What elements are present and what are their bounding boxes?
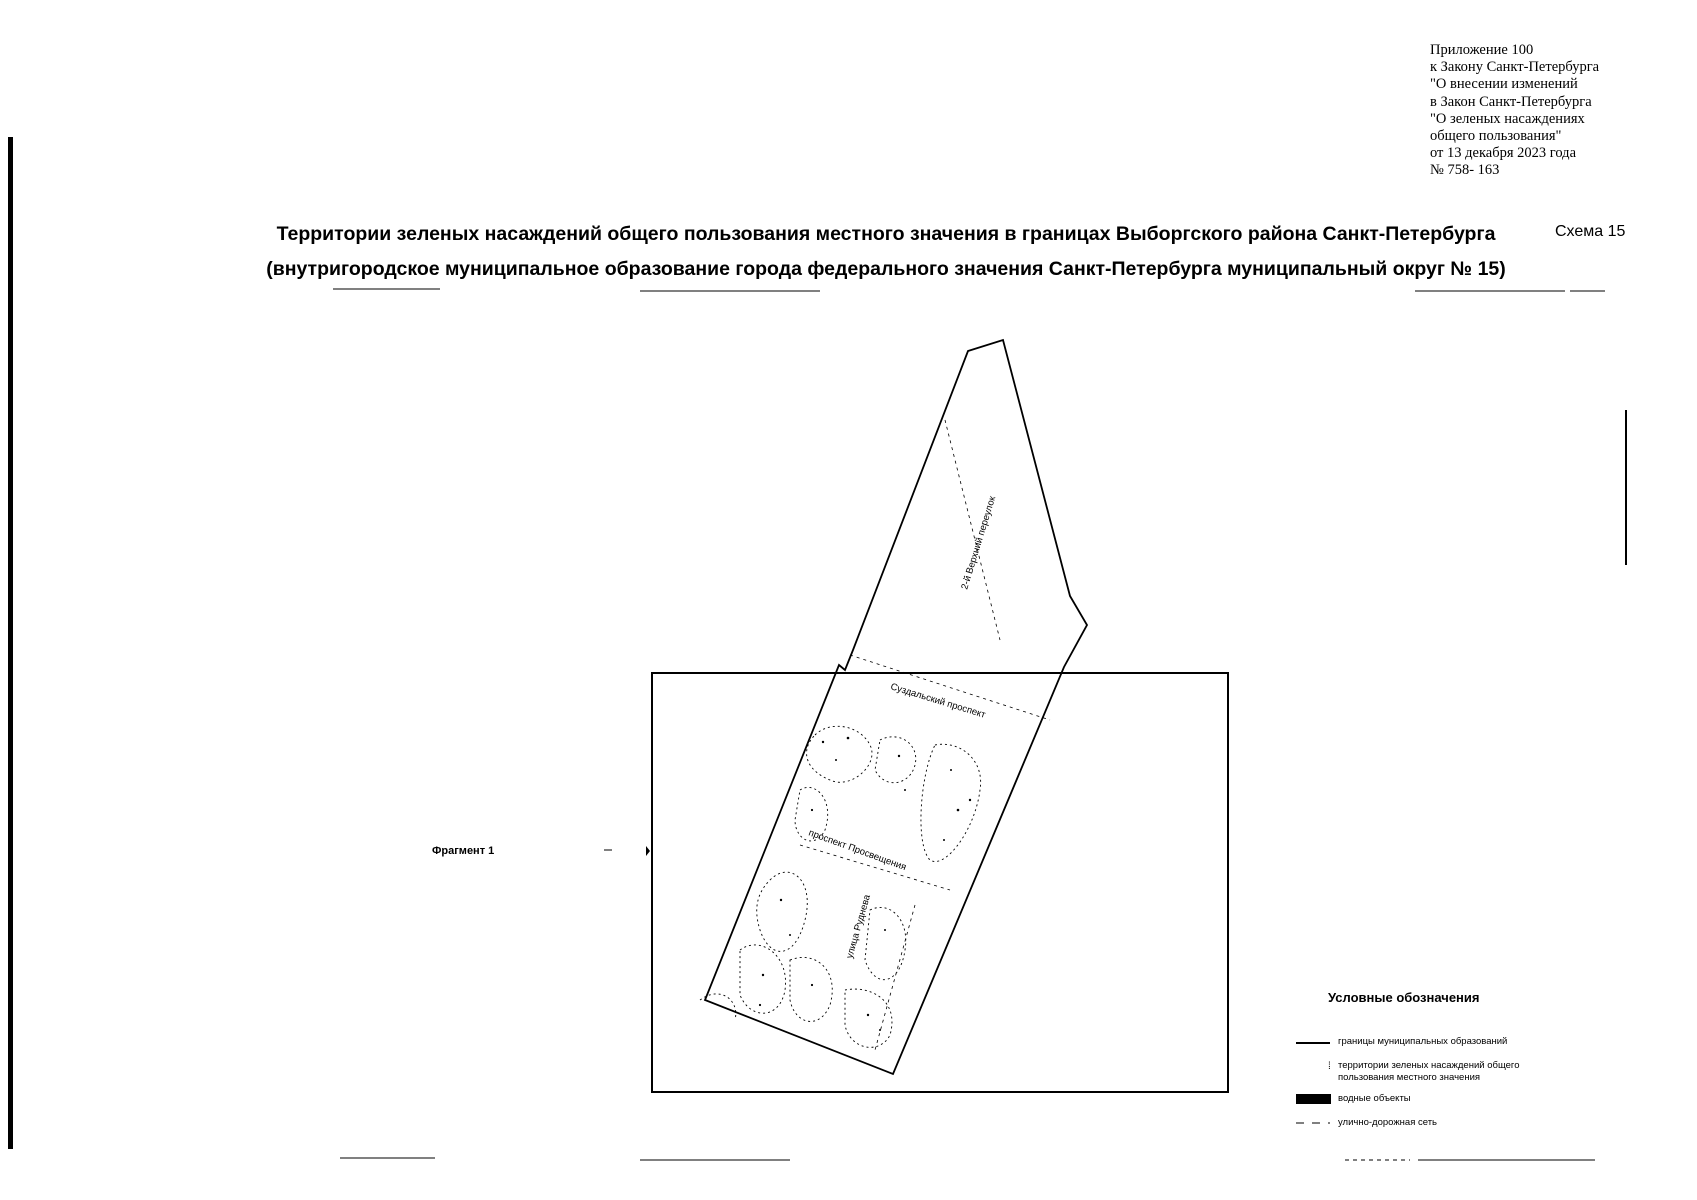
stamp-line: "О зеленых насаждениях [1430,110,1585,127]
municipal-boundary [705,340,1087,1074]
legend-symbol-green: ⁞ [1328,1061,1331,1072]
fragment-label: Фрагмент 1 [432,845,495,857]
legend-label-water [1338,1093,1411,1105]
legend-label-line: пользования местного значения [1338,1072,1481,1083]
page-subtitle: (внутригородское муниципальное образование города федерального значения Санкт-Петербурга муниципальный округ № 15) [266,258,1506,280]
street-label-rudneva: улица Руднева [844,893,874,960]
page-title: Территории зеленых насаждений общего пользования местного значения в границах Выборгского района Санкт-Петербурга [276,223,1496,245]
street-label-suzdalsky: Суздальский проспект [889,681,987,721]
street-label-prosveshcheniya: проспект Просвещения [806,827,908,874]
fragment-frame [652,673,1228,1092]
legend-label-boundary [1338,1036,1507,1048]
stamp-line: в Закон Санкт-Петербурга [1430,93,1592,110]
scan-rules [333,289,1605,1160]
stamp-line: № 758- 163 [1430,162,1500,179]
stamp-line: к Закону Санкт-Петербурга [1430,59,1600,76]
legend-label-line: водные объекты [1338,1093,1411,1104]
stamp-line: "О внесении изменений [1430,76,1578,93]
street-label-lane: 2-й Верхний переулок [959,494,999,591]
fragment-pointer-arrow [646,846,650,856]
street-network [800,420,1050,1050]
green-areas [700,726,981,1047]
green-area-dots [759,737,971,1031]
legend-symbol-water [1296,1094,1331,1104]
stamp-line: Приложение 100 [1430,42,1534,58]
legend-title: Условные обозначения [1328,990,1480,1005]
legend-label-line: улично-дорожная сеть [1338,1117,1438,1128]
stamp-line: общего пользования" [1430,128,1562,145]
legend-label-line: территории зеленых насаждений общего [1338,1060,1520,1071]
legend-label-green [1338,1060,1519,1084]
stamp-line: от 13 декабря 2023 года [1430,145,1576,162]
scheme-label: Схема 15 [1555,223,1626,240]
legend-label-line: границы муниципальных образований [1338,1036,1508,1047]
legend-label-streets [1338,1117,1437,1129]
